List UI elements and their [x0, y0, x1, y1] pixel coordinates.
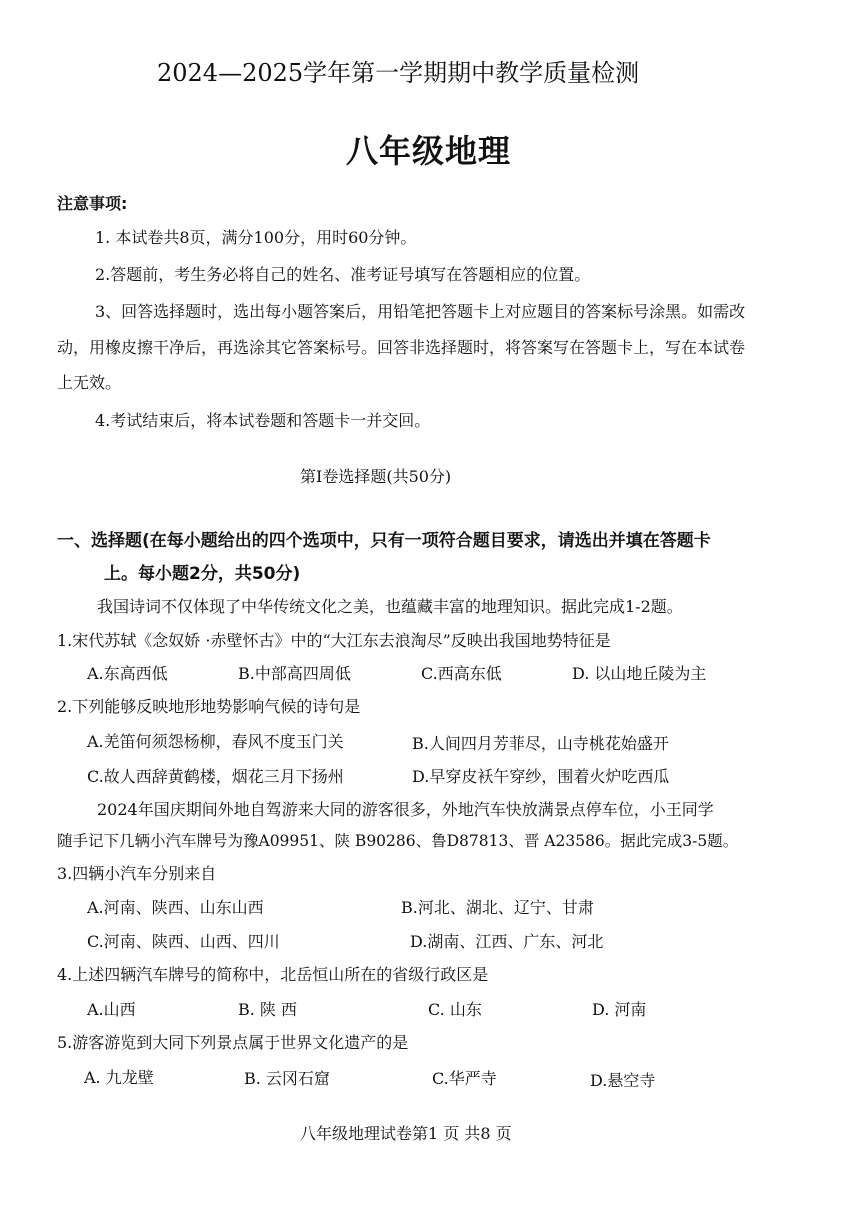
intro-passage-1: 我国诗词不仅体现了中华传统文化之美，也蕴藏丰富的地理知识。据此完成1-2题。 [97, 597, 683, 616]
intro-passage-2-line-1: 2024年国庆期间外地自驾游来大同的游客很多，外地汽车快放满景点停车位，小王同学 [97, 800, 714, 819]
page-footer: 八年级地理试卷第1 页 共8 页 [300, 1124, 512, 1143]
question-4-stem: 4.上述四辆汽车牌号的简称中，北岳恒山所在的省级行政区是 [57, 965, 489, 984]
question-2-option-b: B.人间四月芳菲尽，山寺桃花始盛开 [412, 734, 669, 753]
part-title-line-1: 一、选择题(在每小题给出的四个选项中，只有一项符合题目要求，请选出并填在答题卡 [57, 531, 711, 551]
question-2-option-c: C.故人西辞黄鹤楼，烟花三月下扬州 [87, 767, 344, 786]
question-5-option-b: B. 云冈石窟 [244, 1069, 330, 1088]
question-5-option-d: D.悬空寺 [590, 1071, 656, 1090]
notice-item-3-line-3: 上无效。 [57, 373, 122, 392]
subject-title: 八年级地理 [346, 132, 512, 170]
notice-item-3-line-1: 3、回答选择题时，选出每小题答案后，用铅笔把答题卡上对应题目的答案标号涂黑。如需改 [95, 302, 746, 321]
question-5-option-a: A. 九龙壁 [84, 1068, 154, 1087]
question-2-option-a: A.羌笛何须怨杨柳，春风不度玉门关 [87, 732, 344, 751]
question-4-option-c: C. 山东 [428, 1000, 482, 1019]
exam-title: 2024—2025学年第一学期期中教学质量检测 [157, 59, 640, 87]
question-3-option-b: B.河北、湖北、辽宁、甘肃 [401, 898, 594, 917]
part-title-line-2: 上。每小题2分，共50分) [104, 564, 301, 584]
section-title: 第I卷选择题(共50分) [300, 467, 452, 486]
question-5-stem: 5.游客游览到大同下列景点属于世界文化遗产的是 [57, 1033, 409, 1052]
question-3-option-a: A.河南、陕西、山东山西 [87, 898, 264, 917]
question-4-option-d: D. 河南 [592, 1000, 647, 1019]
question-5-option-c: C.华严寺 [432, 1069, 497, 1088]
question-3-option-c: C.河南、陕西、山西、四川 [87, 932, 280, 951]
notice-item-4: 4.考试结束后，将本试卷题和答题卡一并交回。 [95, 411, 431, 430]
notice-item-2: 2.答题前，考生务必将自己的姓名、准考证号填写在答题相应的位置。 [95, 265, 591, 284]
question-3-option-d: D.湖南、江西、广东、河北 [410, 932, 604, 951]
notice-item-1: 1. 本试卷共8页，满分100分，用时60分钟。 [95, 228, 417, 247]
question-1-option-a: A.东高西低 [87, 664, 168, 683]
question-1-stem: 1.宋代苏轼《念奴娇 ·赤壁怀古》中的“大江东去浪淘尽”反映出我国地势特征是 [57, 631, 611, 650]
question-4-option-b: B. 陕 西 [238, 1000, 298, 1019]
question-3-stem: 3.四辆小汽车分别来自 [57, 864, 217, 883]
question-2-option-d: D.早穿皮袄午穿纱，围着火炉吃西瓜 [412, 767, 670, 786]
question-1-option-d: D. 以山地丘陵为主 [572, 664, 707, 683]
intro-passage-2-line-2: 随手记下几辆小汽车牌号为豫A09951、陕 B90286、鲁D87813、晋 A23586。据此完成3-5题。 [57, 832, 739, 850]
notice-item-3-line-2: 动，用橡皮擦干净后，再选涂其它答案标号。回答非选择题时，将答案写在答题卡上，写在本试卷 [57, 338, 746, 357]
question-4-option-a: A.山西 [87, 1000, 136, 1019]
question-1-option-c: C.西高东低 [421, 664, 502, 683]
question-1-option-b: B.中部高四周低 [238, 664, 351, 683]
question-2-stem: 2.下列能够反映地形地势影响气候的诗句是 [57, 697, 361, 716]
notice-title: 注意事项: [57, 194, 128, 213]
